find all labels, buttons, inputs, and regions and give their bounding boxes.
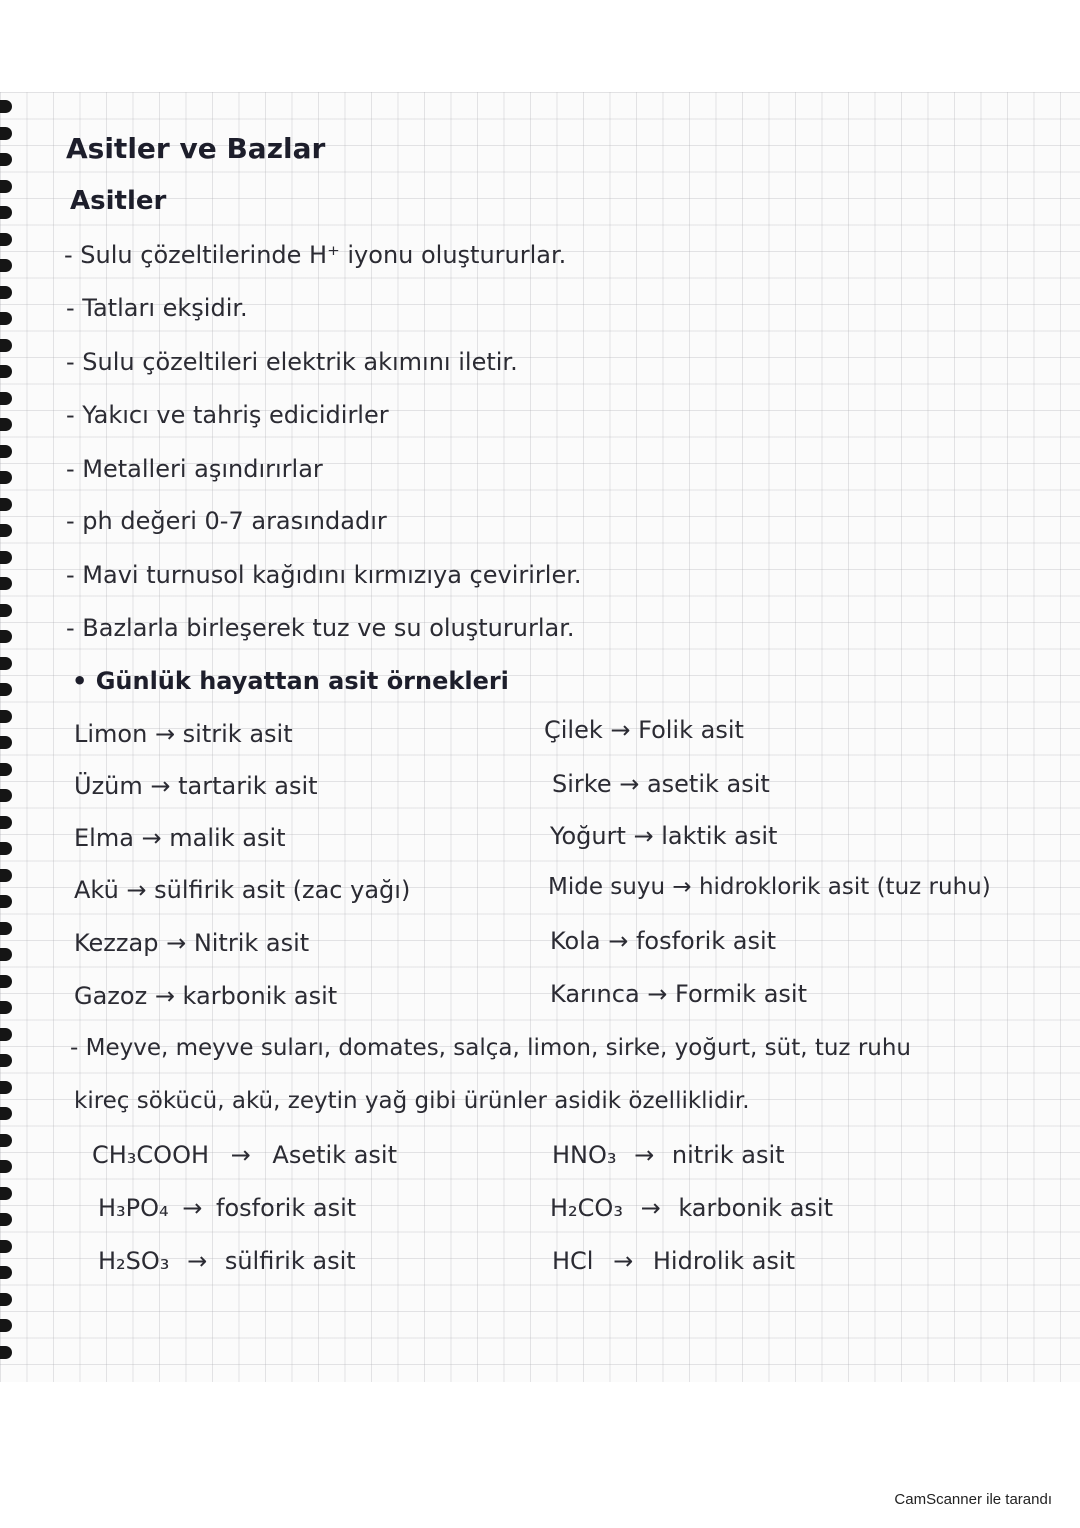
binding-hole <box>0 948 12 961</box>
property-line: - Bazlarla birleşerek tuz ve su oluştururlar. <box>66 614 575 642</box>
binding-hole <box>0 922 12 935</box>
example-right: Çilek → Folik asit <box>544 716 744 744</box>
example-left: Elma → malik asit <box>74 824 286 852</box>
binding-hole <box>0 365 12 378</box>
property-line: - Metalleri aşındırırlar <box>66 455 323 483</box>
binding-hole <box>0 445 12 458</box>
example-right: Yoğurt → laktik asit <box>550 822 778 850</box>
binding-hole <box>0 1081 12 1094</box>
binding-hole <box>0 312 12 325</box>
binding-hole <box>0 1240 12 1253</box>
binding-hole <box>0 127 12 140</box>
formula: HCl <box>552 1247 594 1275</box>
formula-row <box>98 1194 356 1222</box>
section-heading: Asitler <box>70 186 167 216</box>
binding-hole <box>0 630 12 643</box>
binding-hole <box>0 1187 12 1200</box>
binding-hole <box>0 551 12 564</box>
binding-hole <box>0 683 12 696</box>
property-line: - Tatları ekşidir. <box>66 294 248 322</box>
spiral-binding <box>0 100 18 1380</box>
binding-hole <box>0 339 12 352</box>
binding-hole <box>0 789 12 802</box>
binding-hole <box>0 1293 12 1306</box>
binding-hole <box>0 763 12 776</box>
arrow: → <box>187 1247 208 1275</box>
arrow: → <box>230 1141 251 1169</box>
binding-hole <box>0 657 12 670</box>
binding-hole <box>0 604 12 617</box>
binding-hole <box>0 286 12 299</box>
formula: H₃PO₄ <box>98 1194 169 1222</box>
example-left: Akü → sülfirik asit (zac yağı) <box>74 876 411 904</box>
binding-hole <box>0 816 12 829</box>
property-line: - Sulu çözeltilerinde H⁺ iyonu oluştururlar. <box>64 241 567 269</box>
example-left: Kezzap → Nitrik asit <box>74 929 310 957</box>
formula: H₂SO₃ <box>98 1247 170 1275</box>
binding-hole <box>0 1134 12 1147</box>
binding-hole <box>0 842 12 855</box>
binding-hole <box>0 1266 12 1279</box>
binding-hole <box>0 498 12 511</box>
formula-row <box>92 1141 397 1169</box>
binding-hole <box>0 895 12 908</box>
acid-name: fosforik asit <box>216 1194 357 1222</box>
binding-hole <box>0 153 12 166</box>
example-right: Kola → fosforik asit <box>550 927 777 955</box>
note-line: - Meyve, meyve suları, domates, salça, limon, sirke, yoğurt, süt, tuz ruhu <box>70 1035 912 1061</box>
formula: HNO₃ <box>552 1141 617 1169</box>
example-right: Mide suyu → hidroklorik asit (tuz ruhu) <box>548 874 991 900</box>
binding-hole <box>0 471 12 484</box>
example-right: Sirke → asetik asit <box>552 770 770 798</box>
binding-hole <box>0 869 12 882</box>
acid-name: sülfirik asit <box>224 1247 356 1275</box>
acid-name: nitrik asit <box>671 1141 785 1169</box>
arrow: → <box>640 1194 661 1222</box>
scanner-watermark: CamScanner ile tarandı <box>894 1491 1052 1508</box>
binding-hole <box>0 392 12 405</box>
page-title: Asitler ve Bazlar <box>66 132 326 165</box>
binding-hole <box>0 975 12 988</box>
binding-hole <box>0 206 12 219</box>
binding-hole <box>0 1160 12 1173</box>
example-left: Gazoz → karbonik asit <box>74 982 338 1010</box>
property-line: - ph değeri 0-7 arasındadır <box>66 507 387 535</box>
binding-hole <box>0 1346 12 1359</box>
binding-hole <box>0 1107 12 1120</box>
property-line: - Mavi turnusol kağıdını kırmızıya çevirirler. <box>66 561 582 589</box>
acid-name: karbonik asit <box>678 1194 833 1222</box>
binding-hole <box>0 418 12 431</box>
property-line: - Sulu çözeltileri elektrik akımını iletir. <box>66 348 518 376</box>
binding-hole <box>0 710 12 723</box>
note-line: kireç sökücü, akü, zeytin yağ gibi ürünler asidik özelliklidir. <box>74 1088 750 1114</box>
formula-row <box>98 1247 356 1275</box>
binding-hole <box>0 180 12 193</box>
formula-row <box>550 1194 833 1222</box>
binding-hole <box>0 524 12 537</box>
binding-hole <box>0 1319 12 1332</box>
arrow: → <box>182 1194 203 1222</box>
arrow: → <box>634 1141 655 1169</box>
binding-hole <box>0 100 12 113</box>
formula: H₂CO₃ <box>550 1194 623 1222</box>
binding-hole <box>0 259 12 272</box>
binding-hole <box>0 1213 12 1226</box>
binding-hole <box>0 233 12 246</box>
binding-hole <box>0 1028 12 1041</box>
acid-name: Asetik asit <box>272 1141 397 1169</box>
formula: CH₃COOH <box>92 1141 210 1169</box>
binding-hole <box>0 736 12 749</box>
example-right: Karınca → Formik asit <box>550 980 807 1008</box>
binding-hole <box>0 577 12 590</box>
formula-row <box>552 1141 785 1169</box>
examples-heading: • Günlük hayattan asit örnekleri <box>72 667 509 695</box>
example-left: Limon → sitrik asit <box>74 720 293 748</box>
formula-row <box>552 1247 795 1275</box>
binding-hole <box>0 1054 12 1067</box>
acid-name: Hidrolik asit <box>652 1247 795 1275</box>
arrow: → <box>613 1247 634 1275</box>
property-line: - Yakıcı ve tahriş edicidirler <box>66 401 389 429</box>
binding-hole <box>0 1001 12 1014</box>
example-left: Üzüm → tartarik asit <box>74 772 318 800</box>
